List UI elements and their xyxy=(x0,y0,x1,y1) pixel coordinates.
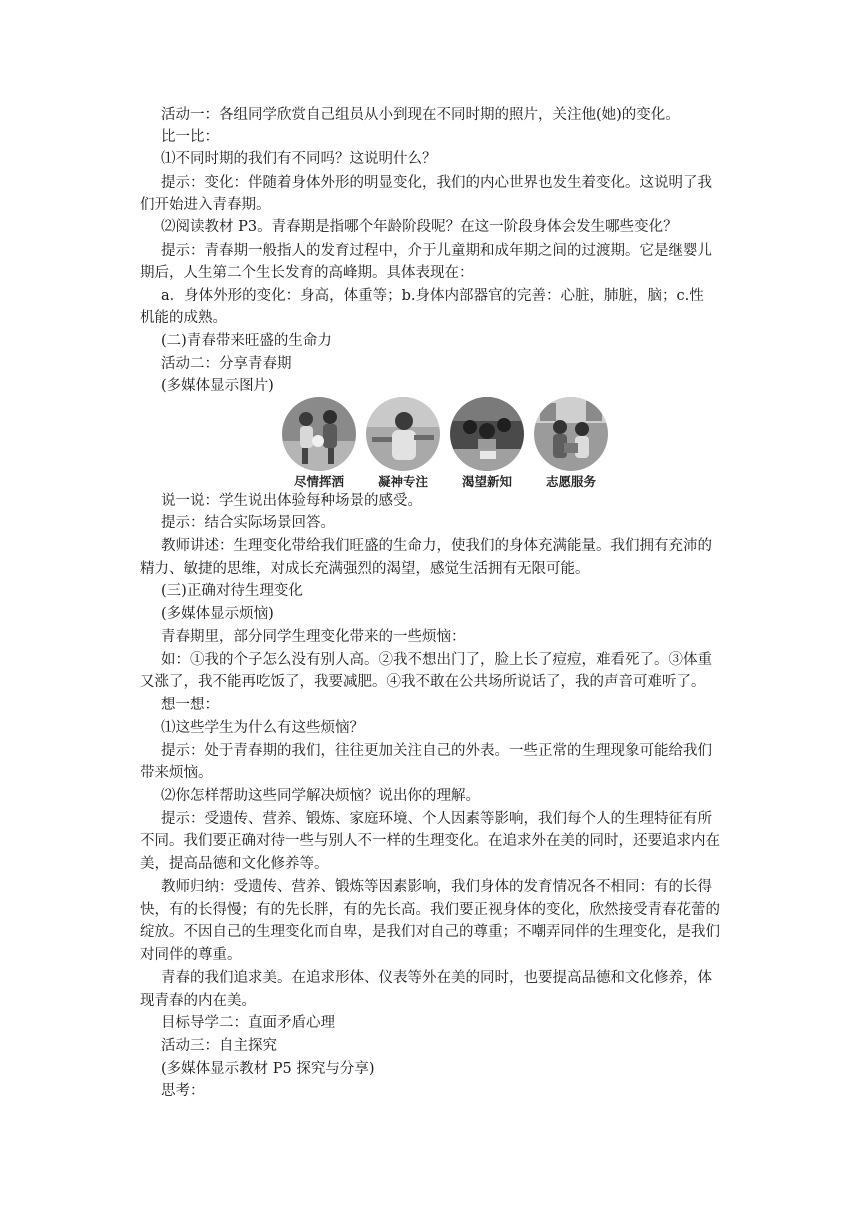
text-line: 活动二：分享青春期 xyxy=(161,356,292,372)
text-line: 精力、敏捷的思维，对成长充满强烈的渴望，感觉生活拥有无限可能。 xyxy=(140,561,590,577)
photo-focus xyxy=(366,397,440,471)
photo-learning xyxy=(450,397,524,471)
text-line: ⑴不同时期的我们有不同吗？这说明什么？ xyxy=(161,151,437,167)
text-line: 活动三：自主探究 xyxy=(161,1038,277,1054)
text-line: 思考： xyxy=(161,1083,205,1099)
section-heading: (二)青春带来旺盛的生命力 xyxy=(161,333,332,349)
text-line: 绽放。不因自己的生理变化而自卑，是我们对自己的尊重；不嘲弄同伴的生理变化，是我们 xyxy=(140,924,720,940)
text-line: 教师归纳：受遗传、营养、锻炼等因素影响，我们身体的发育情况各不相同：有的长得 xyxy=(161,879,712,895)
caption: 凝神专注 xyxy=(377,474,428,489)
photo-sports xyxy=(282,397,356,471)
text-line: (多媒体显示烦恼) xyxy=(161,606,274,622)
text-line: 说一说：学生说出体验每种场景的感受。 xyxy=(161,493,422,509)
text-line: 活动一：各组同学欣赏自己组员从小到现在不同时期的照片，关注他(她)的变化。 xyxy=(161,107,680,123)
caption: 尽情挥洒 xyxy=(293,474,344,489)
text-line: 青春期里，部分同学生理变化带来的一些烦恼： xyxy=(161,629,466,645)
text-line: 们开始进入青春期。 xyxy=(140,197,271,213)
text-line: 对同伴的尊重。 xyxy=(140,947,242,963)
text-line: ⑴这些学生为什么有这些烦恼？ xyxy=(161,720,364,736)
section-heading: 目标导学二：直面矛盾心理 xyxy=(161,1015,335,1031)
text-line: (多媒体显示教材 P5 探究与分享) xyxy=(161,1061,375,1077)
caption: 志愿服务 xyxy=(545,474,596,489)
text-line: 不同。我们要正确对待一些与别人不一样的生理变化。在追求外在美的同时，还要追求内在 xyxy=(140,833,720,849)
caption: 渴望新知 xyxy=(461,474,512,489)
text-line: 想一想： xyxy=(161,697,219,713)
text-line: 期后，人生第二个生长发育的高峰期。具体表现在： xyxy=(140,265,474,281)
text-line: 提示：青春期一般指人的发育过程中，介于儿童期和成年期之间的过渡期。它是继婴儿 xyxy=(161,243,712,259)
text-line: 机能的成熟。 xyxy=(140,310,227,326)
text-line: a．身体外形的变化：身高，体重等；b.身体内部器官的完善：心脏，肺脏，脑；c.性 xyxy=(161,288,704,304)
section-heading: (三)正确对待生理变化 xyxy=(161,583,303,599)
text-line: 又涨了，我不能再吃饭了，我要减肥。④我不敢在公共场所说话了，我的声音可难听了。 xyxy=(140,674,706,690)
photo-volunteer xyxy=(534,397,608,471)
text-line: 如：①我的个子怎么没有别人高。②我不想出门了，脸上长了痘痘，难看死了。③体重 xyxy=(161,652,712,668)
text-line: 提示：变化：伴随着身体外形的明显变化，我们的内心世界也发生着变化。这说明了我 xyxy=(161,175,712,191)
text-line: 快，有的长得慢；有的先长胖，有的先长高。我们要正视身体的变化，欣然接受青春花蕾的 xyxy=(140,902,720,918)
text-line: 提示：结合实际场景回答。 xyxy=(161,515,335,531)
text-line: 比一比： xyxy=(161,129,219,145)
text-line: (多媒体显示图片) xyxy=(161,378,274,394)
text-line: 现青春的内在美。 xyxy=(140,993,256,1009)
text-line: 带来烦恼。 xyxy=(140,765,213,781)
text-line: 教师讲述：生理变化带给我们旺盛的生命力，使我们的身体充满能量。我们拥有充沛的 xyxy=(161,538,712,554)
photo-figure xyxy=(282,397,612,489)
text-line: 青春的我们追求美。在追求形体、仪表等外在美的同时，也要提高品德和文化修养，体 xyxy=(161,970,712,986)
text-line: 美，提高品德和文化修养等。 xyxy=(140,856,329,872)
text-line: 提示：处于青春期的我们，往往更加关注自己的外表。一些正常的生理现象可能给我们 xyxy=(161,743,712,759)
text-line: ⑵你怎样帮助这些同学解决烦恼？说出你的理解。 xyxy=(161,788,480,804)
text-line: ⑵阅读教材 P3。青春期是指哪个年龄阶段呢？在这一阶段身体会发生哪些变化？ xyxy=(161,219,678,235)
text-line: 提示：受遗传、营养、锻炼、家庭环境、个人因素等影响，我们每个人的生理特征有所 xyxy=(161,811,712,827)
